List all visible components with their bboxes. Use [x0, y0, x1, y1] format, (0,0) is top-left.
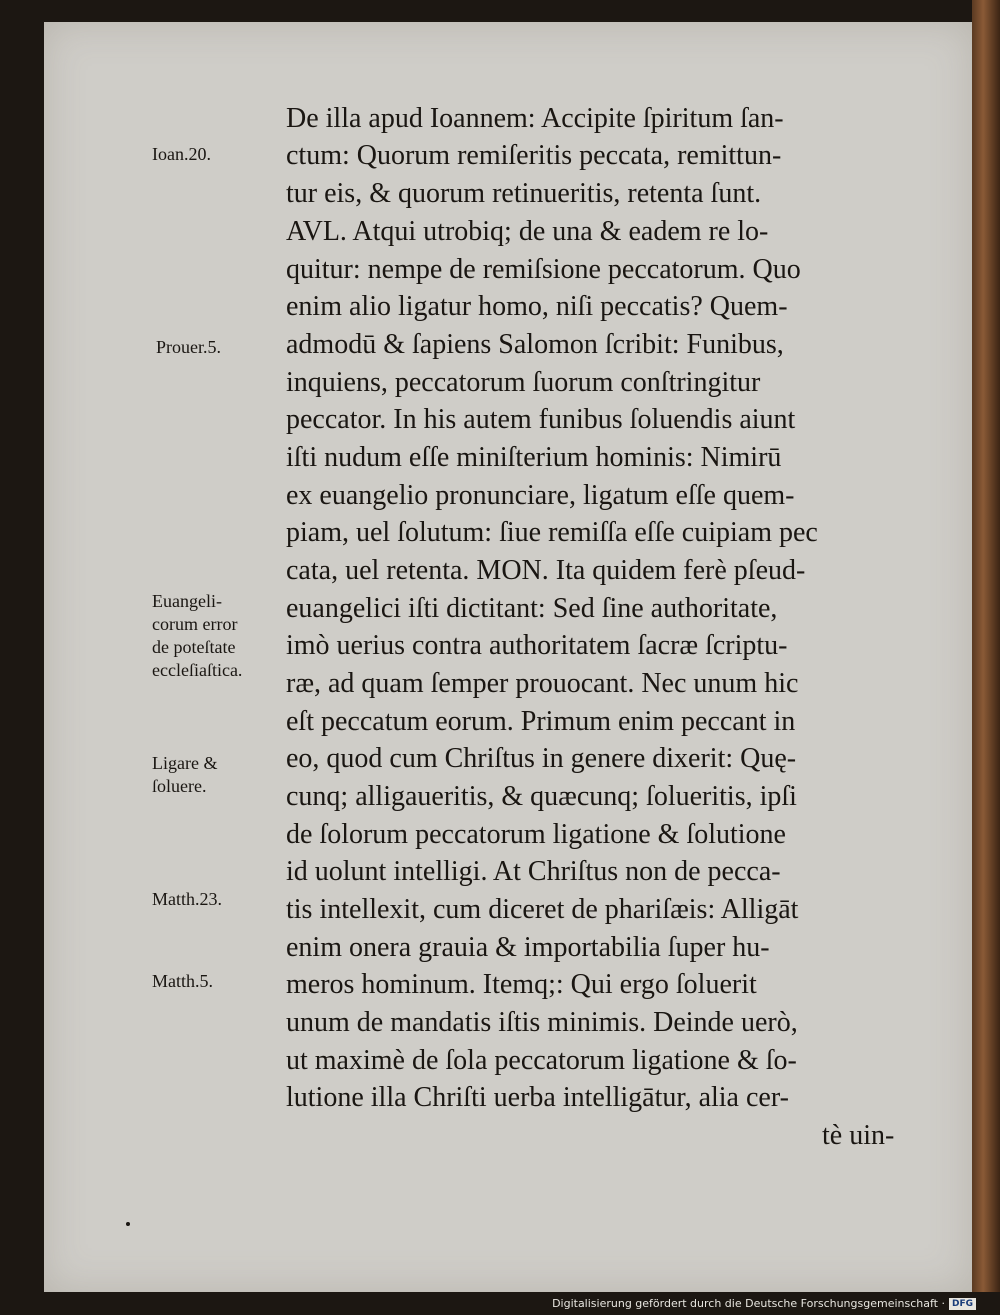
margin-note-ligare: Ligare &	[152, 753, 218, 773]
margin-note-matth5: Matth.5.	[152, 971, 213, 991]
text-line: iſti nudum eſſe miniſterium hominis: Nimirū	[286, 442, 782, 473]
text-line: enim onera grauia & importabilia ſuper hu-	[286, 932, 770, 963]
text-line: De illa apud Ioannem: Accipite ſpiritum ſan-	[286, 103, 784, 134]
margin-note-euangeli: corum error	[152, 614, 238, 634]
book-spine	[972, 0, 1000, 1300]
text-line: piam, uel ſolutum: ſiue remiſſa eſſe cuipiam pec	[286, 517, 818, 548]
margin-note-euangeli: eccleſiaſtica.	[152, 660, 243, 680]
text-line: meros hominum. Itemq;: Qui ergo ſoluerit	[286, 969, 757, 1000]
margin-note-prouer: Prouer.5.	[156, 337, 221, 357]
margin-note-euangeli: de poteſtate	[152, 637, 236, 657]
text-line: ctum: Quorum remiſeritis peccata, remittun-	[286, 140, 782, 171]
text-line: tur eis, & quorum retinueritis, retenta ſunt.	[286, 178, 762, 209]
text-line: ex euangelio pronunciare, ligatum eſſe quem-	[286, 480, 795, 511]
text-line: cunq; alligaueritis, & quæcunq; ſolueritis, ipſi	[286, 781, 797, 812]
digitization-credit	[552, 1297, 976, 1310]
text-line: euangelici iſti dictitant: Sed ſine authoritate,	[286, 593, 778, 624]
margin-note-ligare: ſoluere.	[152, 776, 207, 796]
text-line: quitur: nempe de remiſsione peccatorum. Quo	[286, 254, 801, 285]
text-line: id uolunt intelligi. At Chriſtus non de pecca-	[286, 856, 781, 887]
text-line: imò uerius contra authoritatem ſacræ ſcriptu-	[286, 630, 788, 661]
text-line: ut maximè de ſola peccatorum ligatione & ſo-	[286, 1045, 797, 1076]
ink-speck	[126, 1222, 130, 1226]
credit-text: Digitalisierung gefördert durch die Deutsche Forschungsgemeinschaft ·	[552, 1297, 945, 1310]
text-line: AVL. Atqui utrobiq; de una & eadem re lo-	[286, 216, 769, 247]
catchword: tè uin-	[822, 1120, 895, 1151]
text-line: unum de mandatis iſtis minimis. Deinde uerò,	[286, 1007, 798, 1038]
text-line: de ſolorum peccatorum ligatione & ſolutione	[286, 819, 786, 850]
text-line: inquiens, peccatorum ſuorum conſtringitur	[286, 367, 761, 398]
text-line: peccator. In his autem funibus ſoluendis aiunt	[286, 404, 796, 435]
text-line: cata, uel retenta. MON. Ita quidem ferè pſeud-	[286, 555, 806, 586]
text-line: eo, quod cum Chriſtus in genere dixerit: Quę-	[286, 743, 797, 774]
text-line: lutione illa Chriſti uerba intelligātur, alia cer-	[286, 1082, 789, 1113]
margin-note-euangeli: Euangeli-	[152, 591, 222, 611]
text-line: enim alio ligatur homo, niſi peccatis? Quem-	[286, 291, 788, 322]
text-line: ræ, ad quam ſemper prouocant. Nec unum hic	[286, 668, 799, 699]
margin-note-ioan: Ioan.20.	[152, 144, 211, 164]
text-line: eſt peccatum eorum. Primum enim peccant in	[286, 706, 796, 737]
text-line: admodū & ſapiens Salomon ſcribit: Funibus,	[286, 329, 784, 360]
margin-note-matth23: Matth.23.	[152, 889, 222, 909]
dfg-logo: DFG	[949, 1298, 976, 1310]
text-line: tis intellexit, cum diceret de phariſæis: Alligāt	[286, 894, 799, 925]
